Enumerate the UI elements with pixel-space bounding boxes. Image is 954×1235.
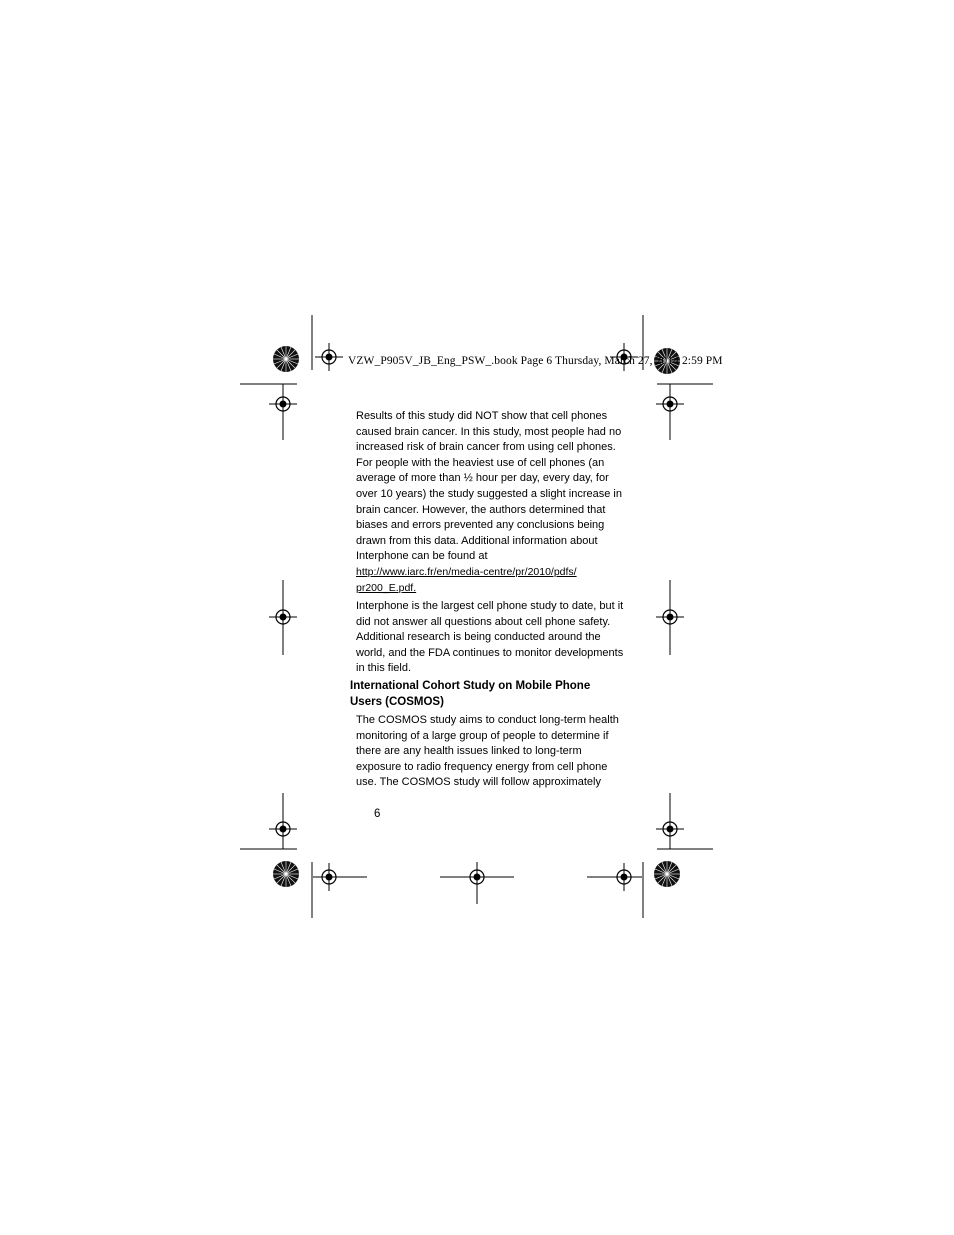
text-line: use. The COSMOS study will follow approximately xyxy=(356,776,601,789)
text-line: Results of this study did NOT show that cell phones xyxy=(356,410,608,422)
heading-line: International Cohort Study on Mobile Phone xyxy=(350,680,591,692)
text-line: average of more than ½ hour per day, every day, for xyxy=(356,472,609,485)
text-line: biases and errors prevented any conclusions being xyxy=(356,519,605,532)
text-line: Additional research is being conducted around the xyxy=(356,631,601,644)
text-line: world, and the FDA continues to monitor developments xyxy=(356,646,624,659)
text-line: brain cancer. However, the authors determined that xyxy=(356,503,606,516)
text-line: Interphone is the largest cell phone study to date, but it xyxy=(356,600,624,612)
book-header: VZW_P905V_JB_Eng_PSW_.book Page 6 Thursday, March 27, 2014 2:59 PM xyxy=(348,355,723,367)
paragraph-cosmos xyxy=(356,713,618,791)
text-line: there are any health issues linked to long-term xyxy=(356,745,582,758)
paragraph-interphone xyxy=(356,599,624,677)
text-line: caused brain cancer. In this study, most people had no xyxy=(356,425,622,438)
text-line: increased risk of brain cancer from using cell phones. xyxy=(356,441,616,454)
heading-line: Users (COSMOS) xyxy=(350,695,444,708)
text-line: in this field. xyxy=(356,662,412,675)
text-line: did not answer all questions about cell phone safety. xyxy=(356,615,611,628)
text-line: For people with the heaviest use of cell phones (an xyxy=(356,456,605,469)
iarc-link[interactable]: http://www.iarc.fr/en/media-centre/pr/2010/pdfs/ xyxy=(356,565,577,578)
page-number: 6 xyxy=(374,808,381,820)
iarc-link-continued[interactable]: pr200_E.pdf. xyxy=(356,581,417,594)
text-line: monitoring of a large group of people to determine if xyxy=(356,729,609,742)
text-line: exposure to radio frequency energy from cell phone xyxy=(356,760,608,773)
section-heading-cosmos xyxy=(350,679,620,710)
text-line: over 10 years) the study suggested a slight increase in xyxy=(356,487,622,500)
text-line: Interphone can be found at xyxy=(356,550,488,563)
text-line: The COSMOS study aims to conduct long-term health xyxy=(356,714,619,726)
text-line: drawn from this data. Additional information about xyxy=(356,534,598,547)
paragraph-results xyxy=(356,409,622,596)
